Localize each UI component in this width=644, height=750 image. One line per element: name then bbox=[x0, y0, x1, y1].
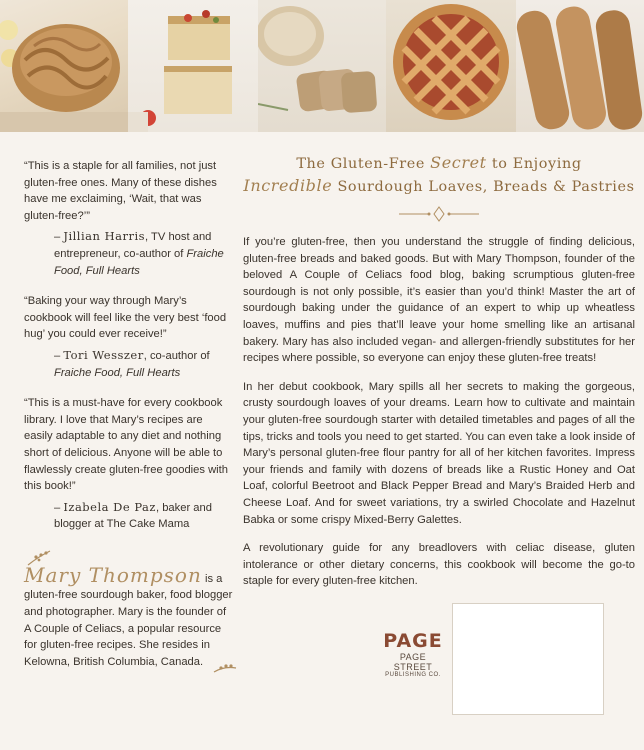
quote-attribution: – Jillian Harris, TV host and entrepreneur, co-author of Fraiche Food, Full Hearts bbox=[54, 229, 224, 277]
headline bbox=[243, 152, 635, 198]
headline-script: Incredible bbox=[243, 176, 333, 195]
quote-author-role: , baker and blogger at The Cake Mama bbox=[54, 501, 212, 531]
photo-strip bbox=[0, 0, 644, 132]
barcode-box bbox=[452, 603, 604, 715]
body-paragraph: In her debut cookbook, Mary spills all her secrets to making the gorgeous, crusty sourdough loaves of your dreams. Learn how to cultivate and maintain your gluten-free sourdough starter with detailed timetables and pages of all the tips, tricks and tools you need to get started. You can even take a look inside of Mary’s personal gluten-free flour pantry for all of her kitchen favorites. Impress your friends and family with dozens of breads like a Rustic Honey and Oat Loaf, colorful Beetroot and Black Pepper Bread and Mary’s Braided Herb and Cheese Loaf. And for sweet variations, try a swirled Chocolate and Hazelnut Babka or some crispy Mixed-Berry Galettes. bbox=[243, 380, 635, 526]
left-column bbox=[24, 158, 234, 670]
headline-script: Secret bbox=[430, 153, 487, 172]
author-bio bbox=[24, 562, 234, 671]
quote-attribution: – Tori Wesszer, co-author of Fraiche Food, Full Hearts bbox=[54, 347, 210, 379]
quote-text: “Baking your way through Mary’s cookbook will feel like the very best ‘food hug’ you could ever receive!” bbox=[24, 295, 227, 341]
quote-author-name: Izabela De Paz bbox=[63, 499, 156, 514]
quote-attribution: – Izabela De Paz, baker and blogger at The Cake Mama bbox=[54, 499, 212, 531]
photo-baguettes bbox=[516, 0, 644, 132]
headline-part: Sourdough Loaves, Breads & Pastries bbox=[332, 179, 635, 195]
quote-author-name: Jillian Harris bbox=[63, 229, 146, 244]
photo-braided-loaf bbox=[0, 0, 128, 132]
sprig-icon bbox=[212, 658, 238, 676]
photo-focaccia-stack bbox=[128, 0, 258, 132]
author-bio-text: gluten-free sourdough baker, food blogger and photographer. Mary is the founder of A Couple of Celiacs, a popular resource for gluten-free recipes. She resides in Kelowna, British Columbia, Canada. bbox=[24, 589, 233, 668]
headline-part: to Enjoying bbox=[486, 156, 582, 172]
publisher-logo bbox=[383, 630, 443, 678]
author-name: Mary Thompson bbox=[24, 562, 202, 587]
body-paragraph: If you’re gluten-free, then you understand the struggle of finding delicious, gluten-free breads and baked goods. But with Mary Thompson, founder of the beloved A Couple of Celiacs food blog, baking scrumptious gluten-free sourdough is not only possible, it’s easier than you’d think! Master the art of sourdough baking under the guidance of an expert to whip up wheatless loaves, muffins and pies that’ll leave your home smelling like an artisanal bakery. Mary has also included vegan- and allergen-friendly substitutes for her recipes where possible, so everyone can enjoy these gluten-free treats! bbox=[243, 236, 635, 365]
quote-author-book: Fraiche Food, Full Hearts bbox=[54, 247, 224, 277]
headline-part: The Gluten-Free bbox=[296, 156, 431, 172]
quote-author-name: Tori Wesszer bbox=[63, 347, 144, 362]
quote-author-book: Fraiche Food, Full Hearts bbox=[54, 366, 181, 379]
author-block bbox=[24, 547, 234, 671]
quote-text: “This is a must-have for every cookbook library. I love that Mary’s recipes are easily adaptable to any diet and nothing short of delicious. Anyone will be able to flawlessly create gluten-free goodies with this book!” bbox=[24, 397, 228, 493]
photo-sliced-loaf bbox=[258, 0, 386, 132]
right-column bbox=[243, 152, 635, 602]
quote-text: “This is a staple for all families, not just gluten-free ones. Many of these dishes have me exclaiming, ‘Wait, that was gluten-free?’” bbox=[24, 160, 217, 222]
publisher-subtitle: PUBLISHING CO. bbox=[385, 672, 441, 678]
divider-ornament bbox=[243, 204, 635, 224]
quote-author-role: , co-author of bbox=[143, 349, 210, 362]
publisher-logo-mark: PAGE bbox=[383, 630, 443, 652]
author-bio-lead: is a bbox=[201, 572, 223, 585]
quote-author-role: , TV host and entrepreneur, co-author of bbox=[54, 231, 212, 260]
body-paragraph: A revolutionary guide for any breadlovers with celiac disease, gluten intolerance or other dietary concerns, this cookbook will become the go-to staple for every gluten-free kitchen. bbox=[243, 542, 635, 588]
photo-lattice-pie bbox=[386, 0, 516, 132]
publisher-name: PAGE STREET bbox=[393, 652, 433, 672]
